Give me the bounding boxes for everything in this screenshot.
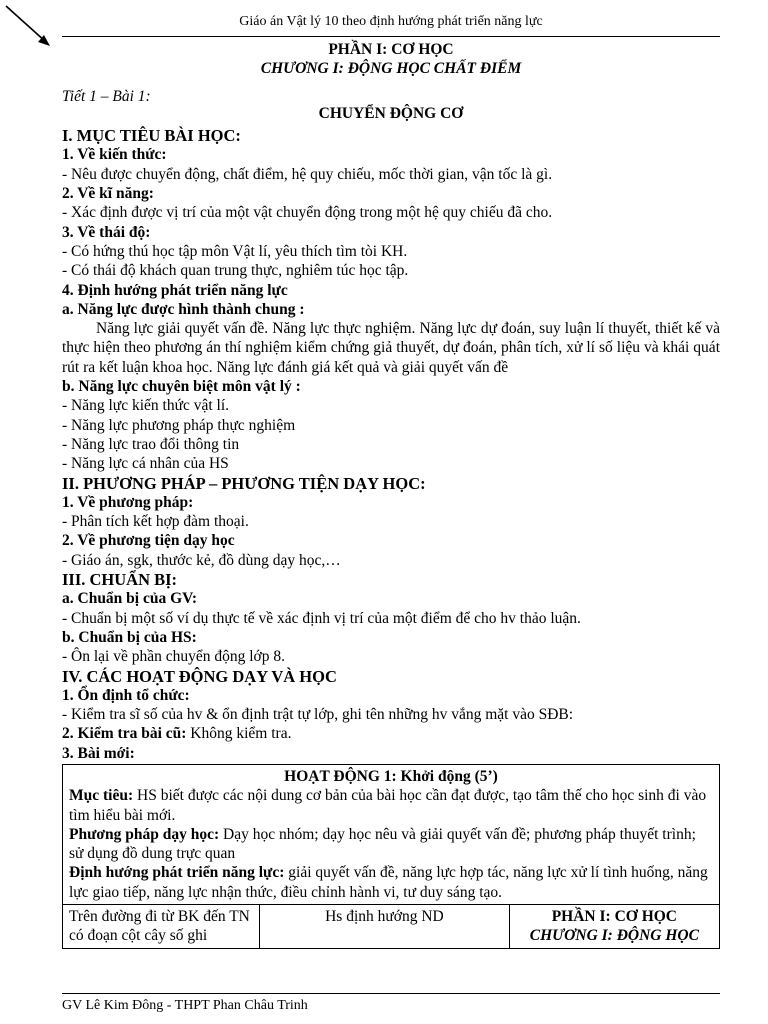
tools-title: 2. Về phương tiện dạy học (62, 532, 235, 550)
activity-goal (69, 786, 713, 825)
goal-text: HS biết được các nội dung cơ bản của bài học cần đạt được, tạo tâm thế cho học sinh đi vào tìm hiểu bài mới. (69, 787, 707, 824)
general-competence-text: Năng lực giải quyết vấn đề. Năng lực thực nghiệm. Năng lực dự đoán, suy luận lí thuyết, thiết kế và thực hiện theo phương án thí nghiệm kiểm chứng giả thuyết, dự đoán, phân tích, xử lí số liệu và khái quát rút ra kết luận khoa học. Năng lực đánh giá kết quả và giải quyết vấn đề (62, 320, 720, 376)
old-lesson-check (62, 724, 720, 743)
part-title: PHẦN I: CƠ HỌC (328, 41, 454, 58)
specific-competence-title: b. Năng lực chuyên biệt môn vật lý : (62, 378, 301, 396)
activity-orientation (69, 863, 713, 902)
organize-text: - Kiểm tra sĩ số của hv & ổn định trật tự lớp, ghi tên những hv vắng mặt vào SĐB: (62, 706, 574, 724)
attitude-title: 3. Về thái độ: (62, 223, 151, 241)
competence-title: 4. Định hướng phát triển năng lực (62, 281, 288, 299)
old-lesson-text: Không kiểm tra. (186, 725, 292, 743)
corner-arrow-icon (4, 4, 54, 50)
page-footer: GV Lê Kim Đông - THPT Phan Châu Trinh (62, 993, 720, 1014)
page-header: Giáo án Vật lý 10 theo định hướng phát triển năng lực (62, 14, 720, 37)
specific-competence-item: - Năng lực phương pháp thực nghiệm (62, 416, 296, 434)
teacher-prep-title: a. Chuẩn bị của GV: (62, 590, 198, 608)
tools-text: - Giáo án, sgk, thước kẻ, đồ dùng dạy học,… (62, 551, 341, 569)
skills-text: - Xác định được vị trí của một vật chuyển động trong một hệ quy chiếu đã cho. (62, 204, 553, 222)
activity-description (63, 764, 720, 904)
method-label: Phương pháp dạy học: (69, 825, 220, 843)
attitude-text-1: - Có hứng thú học tập môn Vật lí, yêu thích tìm tòi KH. (62, 242, 408, 260)
section-1-title: I. MỤC TIÊU BÀI HỌC: (62, 126, 241, 146)
activity-title: HOẠT ĐỘNG 1: Khởi động (5’) (284, 767, 498, 785)
organize-title: 1. Ổn định tổ chức: (62, 686, 190, 704)
specific-competence-item: - Năng lực cá nhân của HS (62, 455, 229, 473)
general-competence-title: a. Năng lực được hình thành chung : (62, 300, 305, 318)
new-lesson-title: 3. Bài mới: (62, 744, 135, 762)
method-text: - Phân tích kết hợp đàm thoại. (62, 513, 249, 531)
section-4-title: IV. CÁC HOẠT ĐỘNG DẠY VÀ HỌC (62, 666, 337, 686)
cell-part-title: PHẦN I: CƠ HỌC (551, 908, 678, 926)
method-detail: Dạy học nhóm; dạy học nêu và giải quyết vấn đề; phương pháp thuyết trình; sử dụng đồ dung trực quan (69, 825, 696, 863)
method-title: 1. Về phương pháp: (62, 493, 194, 511)
document-body (62, 40, 720, 949)
old-lesson-title: 2. Kiểm tra bài cũ: (62, 725, 187, 743)
cell-chapter-title: CHƯƠNG I: ĐỘNG HỌC (529, 927, 699, 945)
topic-title: CHUYỂN ĐỘNG CƠ (318, 104, 464, 122)
section-2-title: II. PHƯƠNG PHÁP – PHƯƠNG TIỆN DẠY HỌC: (62, 473, 426, 493)
section-3-title: III. CHUẨN BỊ: (62, 570, 178, 590)
teacher-prep-text: - Chuẩn bị một số ví dụ thực tế về xác định vị trí của một điểm để cho hv thảo luận. (62, 609, 581, 627)
orientation-text: giải quyết vấn đề, năng lực hợp tác, năng lực xử lí tình huống, năng lực giao tiếp, năng lực nhận thức, điều chỉnh hành vi, tư duy sáng tạo. (69, 864, 708, 901)
student-prep-text: - Ôn lại về phần chuyển động lớp 8. (62, 648, 285, 666)
knowledge-title: 1. Về kiến thức: (62, 146, 167, 164)
lesson-label: Tiết 1 – Bài 1: (62, 87, 151, 105)
specific-competence-item: - Năng lực kiến thức vật lí. (62, 397, 230, 415)
table-cell-teacher: Trên đường đi từ BK đến TN có đoạn cột cây số ghi (63, 905, 260, 949)
goal-label: Mục tiêu: (69, 787, 134, 805)
skills-title: 2. Về kĩ năng: (62, 185, 154, 203)
table-cell-content (509, 905, 719, 949)
chapter-title: CHƯƠNG I: ĐỘNG HỌC CHẤT ĐIỂM (260, 60, 522, 78)
knowledge-text: - Nêu được chuyển động, chất điểm, hệ quy chiếu, mốc thời gian, vận tốc là gì. (62, 165, 553, 183)
specific-competence-item: - Năng lực trao đổi thông tin (62, 435, 240, 453)
table-cell-student: Hs định hướng ND (260, 905, 510, 949)
student-prep-title: b. Chuẩn bị của HS: (62, 628, 197, 646)
activity-table (62, 764, 720, 949)
orientation-label: Định hướng phát triển năng lực: (69, 864, 285, 882)
activity-method (69, 825, 713, 864)
attitude-text-2: - Có thái độ khách quan trung thực, nghiêm túc học tập. (62, 262, 409, 280)
